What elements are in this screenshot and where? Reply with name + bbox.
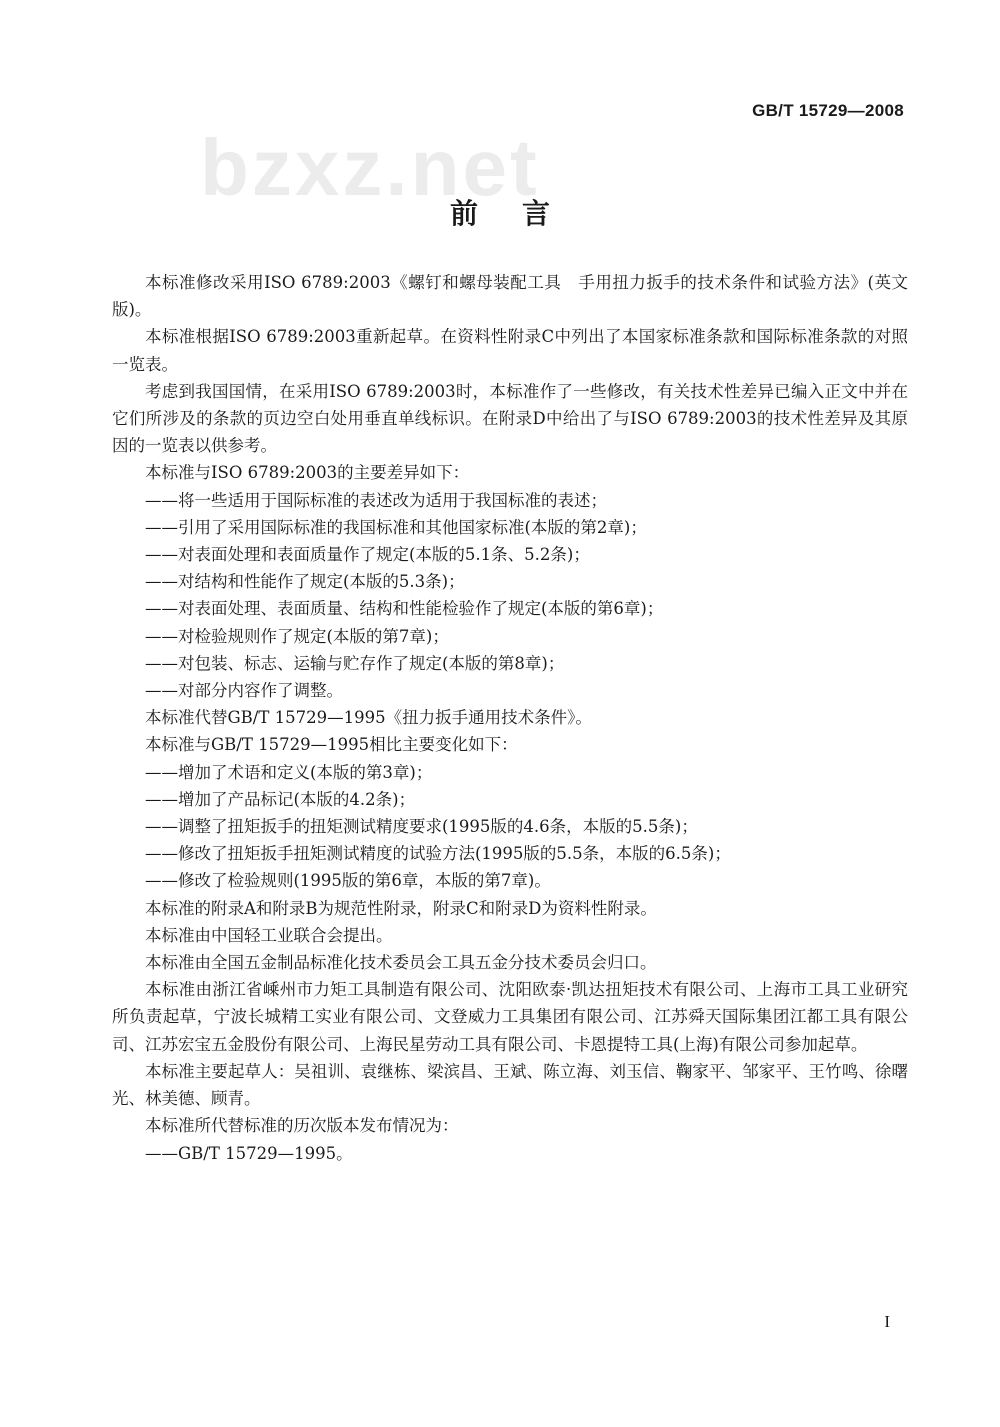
list-item: ——修改了检验规则(1995版的第6章，本版的第7章)。 [145, 871, 551, 891]
paragraph: 本标准所代替标准的历次版本发布情况为： [145, 1116, 459, 1136]
watermark: bzxz.net [200, 123, 540, 212]
paragraph: 本标准由中国轻工业联合会提出。 [145, 925, 393, 945]
paragraph: 本标准由全国五金制品标准化技术委员会工具五金分技术委员会归口。 [145, 953, 657, 973]
list-item: ——对表面处理、表面质量、结构和性能检验作了规定(本版的第6章)； [145, 599, 664, 619]
list-item: ——对包装、标志、运输与贮存作了规定(本版的第8章)； [145, 653, 565, 673]
list-item: ——对表面处理和表面质量作了规定(本版的5.1条、5.2条)； [145, 545, 590, 565]
paragraph: 本标准根据ISO 6789:2003重新起草。在资料性附录C中列出了本国家标准条款和国际标准条款的对照一览表。 [112, 327, 908, 374]
paragraph: 本标准主要起草人：吴祖训、袁继栋、梁滨昌、王斌、陈立海、刘玉信、鞠家平、邹家平、王竹鸣、徐曙光、林美德、顾青。 [112, 1061, 908, 1109]
list-item: ——对检验规则作了规定(本版的第7章)； [145, 626, 449, 646]
foreword-body [112, 269, 908, 1167]
list-item: ——对部分内容作了调整。 [145, 681, 343, 701]
paragraph: 本标准与GB/T 15729—1995相比主要变化如下： [145, 735, 518, 755]
paragraph: 本标准与ISO 6789:2003的主要差异如下： [145, 463, 470, 483]
list-item: ——增加了产品标记(本版的4.2条)； [145, 789, 416, 809]
list-item: ——修改了扭矩扳手扭矩测试精度的试验方法(1995版的5.5条，本版的6.5条)； [145, 844, 731, 864]
paragraph: 本标准修改采用ISO 6789:2003《螺钉和螺母装配工具 手用扭力扳手的技术条件和试验方法》(英文版)。 [112, 273, 908, 320]
list-item: ——GB/T 15729—1995。 [145, 1143, 353, 1163]
list-item: ——调整了扭矩扳手的扭矩测试精度要求(1995版的4.6条，本版的5.5条)； [145, 817, 698, 837]
list-item: ——将一些适用于国际标准的表述改为适用于我国标准的表述； [145, 490, 607, 510]
list-item: ——引用了采用国际标准的我国标准和其他国家标准(本版的第2章)； [145, 517, 647, 537]
paragraph: 本标准由浙江省嵊州市力矩工具制造有限公司、沈阳欧泰·凯达扭矩技术有限公司、上海市工具工业研究所负责起草，宁波长城精工实业有限公司、文登威力工具集团有限公司、江苏舜天国际集团江都工具有限公司、江苏宏宝五金股份有限公司、上海民星劳动工具有限公司、卡恩提特工具(上海)有限公司参加起草。 [112, 980, 908, 1054]
paragraph: 本标准代替GB/T 15729—1995《扭力扳手通用技术条件》。 [145, 708, 592, 728]
page-number: I [884, 1312, 890, 1331]
paragraph: 本标准的附录A和附录B为规范性附录，附录C和附录D为资料性附录。 [145, 898, 657, 918]
standard-code: GB/T 15729—2008 [752, 101, 904, 120]
list-item: ——增加了术语和定义(本版的第3章)； [145, 762, 433, 782]
paragraph: 考虑到我国国情，在采用ISO 6789:2003时，本标准作了一些修改，有关技术性差异已编入正文中并在它们所涉及的条款的页边空白处用垂直单线标识。在附录D中给出了与ISO 6789:2003的技术性差异及其原因的一览表以供参考。 [112, 381, 908, 456]
list-item: ——对结构和性能作了规定(本版的5.3条)； [145, 572, 465, 592]
page-title: 前言 [449, 197, 594, 230]
